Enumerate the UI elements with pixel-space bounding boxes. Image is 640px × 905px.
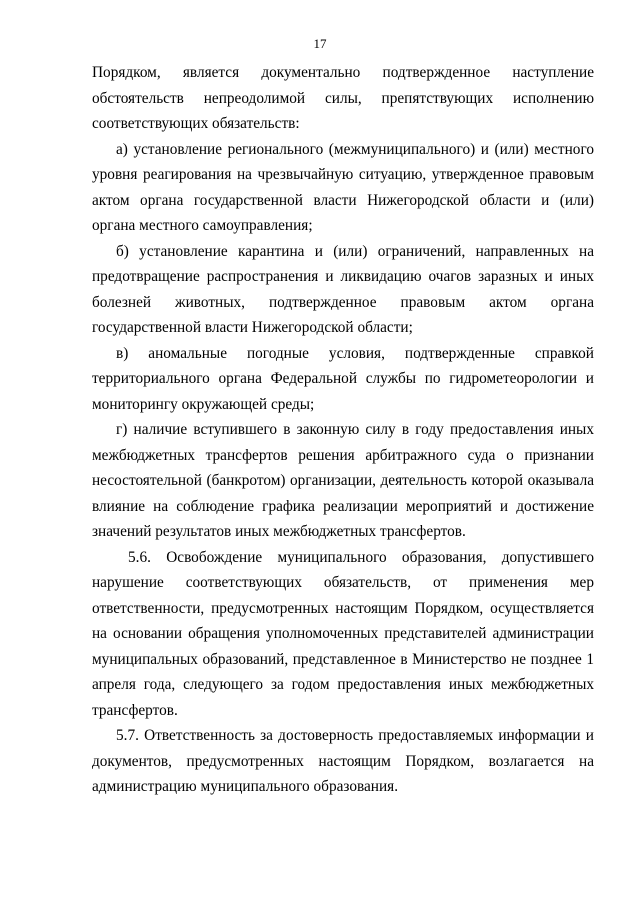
paragraph-5-7: 5.7. Ответственность за достоверность предоставляемых информации и документов, предусмотренных настоящим Порядком, возлагается на администрацию муниципального образования. (92, 727, 594, 795)
paragraph-item-b: б) установление карантина и (или) ограничений, направленных на предотвращение распространения и ликвидацию очагов заразных и иных болезней животных, подтвержденное правовым актом органа государственной власти Нижегородской области; (92, 242, 594, 336)
document-body (92, 60, 594, 800)
paragraph-item-a: а) установление регионального (межмуниципального) и (или) местного уровня реагирования на чрезвычайную ситуацию, утвержденное правовым актом органа государственной власти Нижегородской области и (или) органа местного самоуправления; (92, 140, 594, 234)
paragraph-5-6: 5.6. Освобождение муниципального образования, допустившего нарушение соответствующих обязательств, от применения мер ответственности, предусмотренных настоящим Порядком, осуществляется на основании обращения уполномоченных представителей администрации муниципальных образований, представленное в Министерство не позднее 1 апреля года, следующего за годом предоставления иных межбюджетных трансфертов. (92, 548, 594, 719)
paragraph-item-g: г) наличие вступившего в законную силу в году предоставления иных межбюджетных трансфертов решения арбитражного суда о признании несостоятельной (банкротом) организации, деятельность которой оказывала влияние на соблюдение графика реализации мероприятий и достижение значений результатов иных межбюджетных трансфертов. (92, 421, 594, 540)
page-number: 17 (313, 36, 327, 51)
paragraph-item-v: в) аномальные погодные условия, подтвержденные справкой территориального органа Федеральной службы по гидрометеорологии и мониторингу окружающей среды; (92, 344, 594, 413)
paragraph-continuation: Порядком, является документально подтвержденное наступление обстоятельств непреодолимой силы, препятствующих исполнению соответствующих обязательств: (92, 64, 594, 132)
